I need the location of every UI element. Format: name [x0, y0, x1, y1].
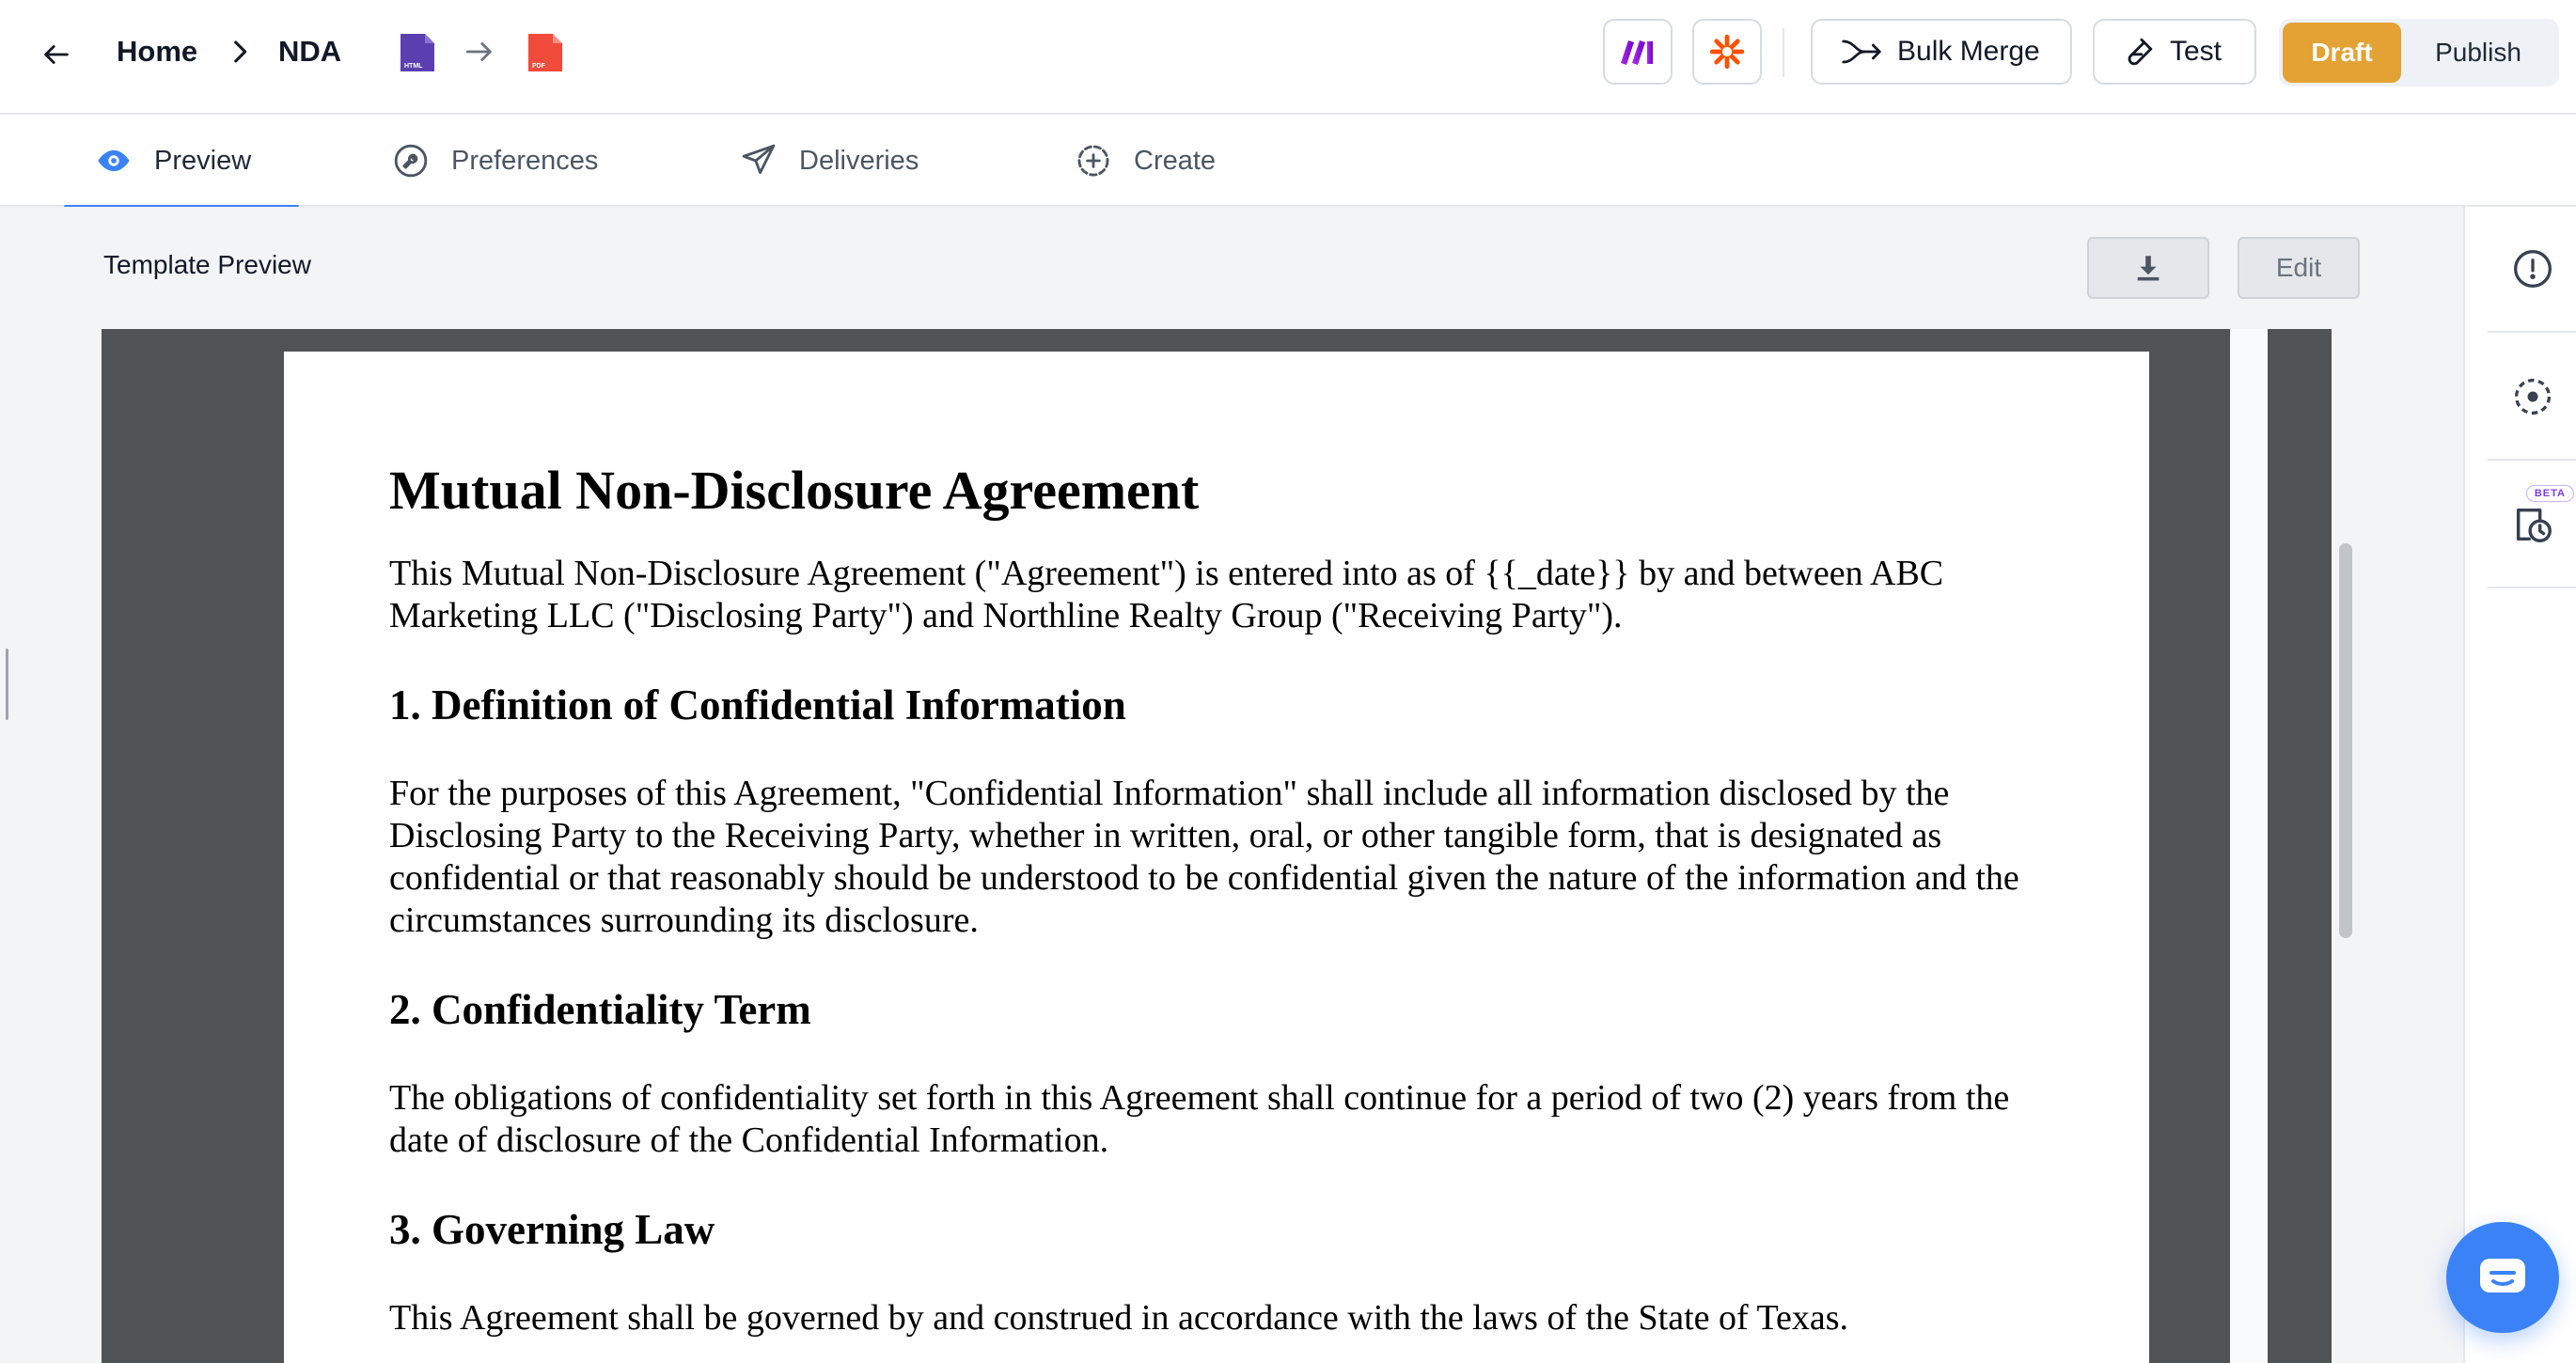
- pdf-file-label: PDF: [532, 63, 545, 70]
- section-heading: 3. Governing Law: [389, 1206, 715, 1253]
- tab-create[interactable]: [1076, 115, 1216, 207]
- document-title: Mutual Non-Disclosure Agreement: [389, 460, 1200, 521]
- test-button[interactable]: [2093, 19, 2256, 85]
- chat-icon: [2478, 1256, 2527, 1299]
- document-intro: This Mutual Non-Disclosure Agreement ("Agreement") is entered into as of {{_date}} by and between ABC Marketing LLC ("Disclosing Party") and Northline Realty Group ("Receiving Party").: [389, 554, 1944, 635]
- paper-plane-icon: [741, 143, 777, 179]
- download-icon: [2132, 252, 2164, 284]
- make-integration-button[interactable]: [1603, 19, 1673, 85]
- bulk-merge-button[interactable]: [1811, 19, 2072, 85]
- eye-icon: [96, 143, 132, 179]
- preview-panel: [0, 207, 2463, 1363]
- preview-title: Template Preview: [103, 250, 311, 279]
- tab-preview[interactable]: [64, 115, 299, 207]
- flask-icon: [2123, 36, 2155, 68]
- section-body: The obligations of confidentiality set forth in this Agreement shall continue for a period of two (2) years from the date of disclosure of the Confidential Information.: [389, 1078, 2010, 1160]
- section-heading: 2. Confidentiality Term: [389, 986, 811, 1033]
- tab-preview-label: Preview: [154, 145, 252, 176]
- draft-publish-toggle: [2279, 19, 2559, 86]
- section-heading: 1. Definition of Confidential Information: [389, 682, 1126, 728]
- merge-icon: [1841, 36, 1882, 68]
- test-label: Test: [2170, 36, 2223, 67]
- back-button[interactable]: [34, 32, 79, 77]
- make-logo-icon: [1619, 38, 1657, 66]
- edit-button[interactable]: Edit: [2238, 237, 2360, 299]
- arrow-left-icon: [40, 39, 72, 70]
- right-rail: [2463, 207, 2576, 1363]
- html-file-label: HTML: [404, 63, 423, 70]
- rail-target-button[interactable]: [2488, 335, 2576, 461]
- document-page: [284, 352, 2149, 1363]
- header-divider: [1783, 28, 1784, 77]
- publish-toggle-option[interactable]: Publish: [2435, 38, 2521, 67]
- section-body: This Agreement shall be governed by and construed in accordance with the laws of the State of Texas.: [389, 1298, 1849, 1338]
- tab-deliveries[interactable]: [741, 115, 919, 207]
- tab-preferences-label: Preferences: [451, 145, 599, 176]
- breadcrumb-current: NDA: [278, 35, 342, 68]
- dashed-plus-circle-icon: [1076, 143, 1111, 179]
- tab-preferences[interactable]: [393, 115, 598, 207]
- tab-bar: [0, 115, 2576, 207]
- top-header: [0, 0, 2576, 115]
- bulk-merge-label: Bulk Merge: [1897, 36, 2040, 67]
- draft-toggle-option[interactable]: Draft: [2283, 23, 2401, 83]
- convert-arrow-icon: [461, 36, 498, 68]
- info-circle-icon: [2512, 248, 2553, 290]
- tab-create-label: Create: [1134, 145, 1217, 176]
- breadcrumb-home[interactable]: Home: [117, 35, 198, 68]
- viewer-scrollbar-track: [2230, 329, 2268, 1363]
- pdf-file-icon: [526, 32, 564, 73]
- zapier-integration-button[interactable]: [1692, 19, 1762, 85]
- history-icon: [2511, 503, 2554, 546]
- target-dashed-icon: [2512, 376, 2553, 417]
- beta-badge: BETA: [2526, 485, 2574, 502]
- wrench-icon: [393, 143, 429, 179]
- chat-launcher-button[interactable]: [2446, 1222, 2559, 1333]
- viewer-scrollbar-thumb[interactable]: [2339, 543, 2352, 938]
- tab-deliveries-label: Deliveries: [799, 145, 919, 176]
- chevron-right-icon: [224, 36, 256, 68]
- download-button[interactable]: [2087, 237, 2209, 299]
- resize-handle[interactable]: [6, 649, 8, 720]
- pdf-viewer: [102, 329, 2332, 1363]
- rail-history-button[interactable]: [2488, 462, 2576, 588]
- section-body: For the purposes of this Agreement, "Confidential Information" shall include all information disclosed by the Disclosing Party to the Receiving Party, whether in written, oral, or other tangible form, that is designated as confidential or that reasonably should be understood to be confidential given the nature of the information and the circumstances surrounding its disclosure.: [389, 774, 2019, 940]
- rail-info-button[interactable]: [2488, 207, 2576, 333]
- html-file-icon: [399, 32, 436, 73]
- zapier-asterisk-icon: [1709, 34, 1745, 70]
